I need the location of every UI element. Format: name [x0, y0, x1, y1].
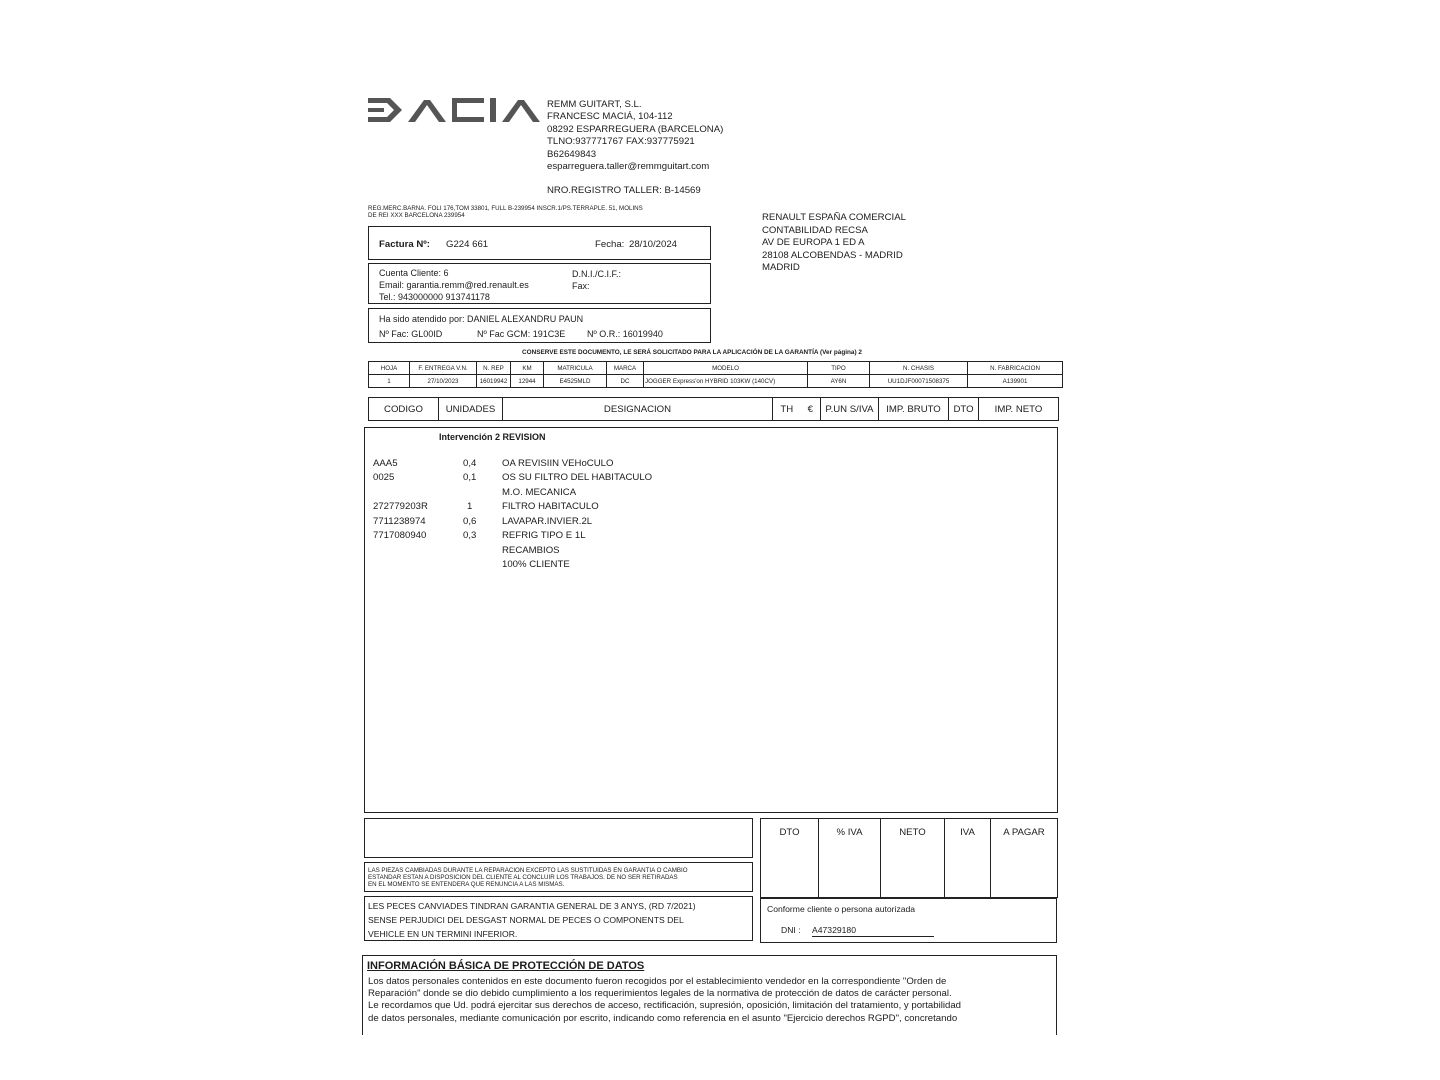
numero-or: Nº O.R.: 16019940: [587, 329, 663, 339]
vehicle-header-cell: N. FABRICACION: [968, 362, 1063, 375]
column-precio-unitario: P.UN S/IVA: [821, 398, 879, 421]
item-code: 7711238974: [373, 516, 426, 527]
vehicle-header-cell: N. REP: [477, 362, 511, 375]
vehicle-value-cell: JOGGER Express'on HYBRID 103KW (140CV): [644, 375, 808, 388]
vehicle-value-cell: 16019942: [477, 375, 511, 388]
column-codigo: CODIGO: [369, 398, 439, 421]
dacia-logo: [368, 96, 540, 124]
vehicle-header-cell: F. ENTREGA V.N.: [410, 362, 477, 375]
vehicle-header-cell: MARCA: [607, 362, 644, 375]
warranty-line: VEHICLE EN UN TERMINI INFERIOR.: [368, 929, 518, 939]
total-neto: NETO: [881, 819, 945, 898]
vehicle-value-cell: DC: [607, 375, 644, 388]
item-desc: OA REVISIIN VEHoCULO: [502, 458, 614, 469]
items-body: [364, 427, 1058, 813]
privacy-line: de datos personales, mediante comunicación por escrito, indicando como referencia en el asunto "Ejercicio derechos RGPD", concretando: [368, 1012, 958, 1024]
item-code: 272779203R: [373, 501, 428, 512]
intervention-title: Intervención 2 REVISION: [439, 432, 546, 442]
vehicle-header-cell: TIPO: [808, 362, 870, 375]
dni-cif: D.N.I./C.I.F.:: [572, 269, 622, 279]
client-email: Email: garantia.remm@red.renault.es: [379, 280, 529, 290]
company-street: FRANCESC MACIÁ, 104-112: [547, 111, 673, 123]
vehicle-header-row: [369, 362, 1063, 375]
column-unidades: UNIDADES: [439, 398, 503, 421]
item-desc: FILTRO HABITACULO: [502, 501, 599, 512]
vehicle-header-cell: HOJA: [369, 362, 410, 375]
factura-label: Factura Nº:: [379, 239, 430, 250]
vehicle-header-cell: KM: [511, 362, 544, 375]
attended-box: [368, 308, 711, 343]
disclaimer-line: ESTANDAR ESTAN A DISPOSICION DEL CLIENTE AL CONCLUIR LOS TRABAJOS. DE NO SER RETIRADAS: [368, 874, 678, 881]
nfac-gcm: Nº Fac GCM: 191C3E: [477, 329, 566, 339]
factura-number: G224 661: [446, 239, 489, 250]
total-iva: IVA: [945, 819, 991, 898]
disclaimer-box: [364, 862, 753, 892]
column-dto: DTO: [949, 398, 979, 421]
disclaimer-line: EN EL MOMENTO SE ENTENDERA QUE RENUNCIA A LAS MISMAS.: [368, 881, 565, 888]
signature-box: [760, 898, 1057, 943]
fecha-value: 28/10/2024: [629, 239, 678, 250]
column-th: TH: [773, 398, 801, 421]
item-qty: 0,6: [463, 516, 477, 527]
reg-merc-2: DE REI XXX BARCELONA 239954: [368, 212, 465, 219]
vehicle-value-cell: E4525MLD: [544, 375, 607, 388]
column-designacion: DESIGNACION: [503, 398, 773, 421]
totals-table: [760, 818, 1058, 898]
recipient-line: MADRID: [762, 262, 800, 274]
total-iva-pct: % IVA: [819, 819, 881, 898]
company-name: REMM GUITART, S.L.: [547, 99, 642, 110]
items-header: [368, 397, 1059, 421]
item-code: AAA5: [373, 458, 398, 469]
item-desc: LAVAPAR.INVIER.2L: [502, 516, 593, 527]
company-city: 08292 ESPARREGUERA (BARCELONA): [547, 123, 724, 135]
item-qty: 1: [467, 501, 473, 512]
column-euro: €: [801, 398, 821, 421]
vehicle-value-cell: 1: [369, 375, 410, 388]
vehicle-table: [368, 361, 1063, 388]
item-desc: OS SU FILTRO DEL HABITACULO: [502, 472, 653, 483]
fecha-label: Fecha:: [595, 239, 625, 250]
vehicle-value-row: [369, 375, 1063, 388]
privacy-line: Le recordamos que Ud. podrá ejercitar sus derechos de acceso, rectificación, supresión, oposición, limitación del tratamiento, y portabilidad: [368, 1000, 961, 1012]
vehicle-value-cell: UU1DJF00071508375: [870, 375, 968, 388]
column-importe-neto: IMP. NETO: [979, 398, 1059, 421]
item-desc: 100% CLIENTE: [502, 559, 570, 570]
signature-label: Conforme cliente o persona autorizada: [767, 904, 916, 914]
invoice-box: [368, 226, 711, 260]
privacy-line: Los datos personales contenidos en este documento fueron recogidos por el establecimiento vendedor en la correspondiente "Orden de: [368, 976, 947, 987]
warranty-line: LES PECES CANVIADES TINDRAN GARANTIA GENERAL DE 3 ANYS, (RD 7/2021): [368, 901, 696, 911]
notes-box: [364, 818, 753, 858]
vehicle-header-cell: MATRICULA: [544, 362, 607, 375]
vehicle-header-cell: N. CHASIS: [870, 362, 968, 375]
vehicle-header-cell: MODELO: [644, 362, 808, 375]
recipient-line: AV DE EUROPA 1 ED A: [762, 237, 865, 249]
nfac: Nº Fac: GL00ID: [379, 329, 443, 339]
company-email: esparreguera.taller@remmguitart.com: [547, 161, 710, 173]
item-desc: RECAMBIOS: [502, 545, 560, 556]
item-desc: REFRIG TIPO E 1L: [502, 530, 586, 541]
recipient-line: RENAULT ESPAÑA COMERCIAL: [762, 212, 906, 223]
warranty-box: [364, 896, 753, 941]
disclaimer-line: LAS PIEZAS CAMBIADAS DURANTE LA REPARACION EXCEPTO LAS SUSTITUIDAS EN GARANTIA O CAMBIO: [368, 867, 688, 874]
recipient-address: [762, 212, 906, 275]
vehicle-value-cell: A139901: [968, 375, 1063, 388]
item-code: 0025: [373, 472, 395, 483]
client-fax: Fax:: [572, 281, 590, 291]
item-qty: 0,4: [463, 458, 477, 469]
vehicle-value-cell: AY6N: [808, 375, 870, 388]
item-qty: 0,3: [463, 530, 477, 541]
total-dto: DTO: [761, 819, 819, 898]
total-a-pagar: A PAGAR: [991, 819, 1058, 898]
privacy-text: [368, 976, 1054, 1025]
conserve-notice: CONSERVE ESTE DOCUMENTO, LE SERÁ SOLICITADO PARA LA APLICACIÓN DE LA GARANTÍA (Ver página) 2: [522, 349, 862, 356]
recipient-line: CONTABILIDAD RECSA: [762, 224, 868, 236]
signature-dni-value: A47329180: [812, 926, 934, 937]
company-address: [547, 99, 723, 173]
registro-taller: NRO.REGISTRO TALLER: B-14569: [547, 185, 701, 196]
warranty-line: SENSE PERJUDICI DEL DESGAST NORMAL DE PECES O COMPONENTS DEL: [368, 915, 684, 925]
vehicle-value-cell: 27/10/2023: [410, 375, 477, 388]
client-tel: Tel.: 943000000 913741178: [379, 292, 490, 302]
vehicle-value-cell: 12944: [511, 375, 544, 388]
item-code: 7717080940: [373, 530, 427, 541]
item-qty: 0,1: [463, 472, 477, 483]
company-cif: B62649843: [547, 148, 597, 160]
reg-merc-1: REG.MERC.BARNA. FOLI 176,TOM 33801, FULL B-239954 INSCR.1/PS.TERRAPLE. 51, MOLINS: [368, 205, 643, 212]
cuenta-cliente: Cuenta Cliente: 6: [379, 268, 449, 278]
client-box: [368, 263, 711, 304]
privacy-title: INFORMACIÓN BÁSICA DE PROTECCIÓN DE DATOS: [367, 960, 645, 972]
atendido-por: Ha sido atendido por: DANIEL ALEXANDRU PAUN: [379, 314, 584, 324]
item-desc: M.O. MECANICA: [502, 487, 577, 498]
privacy-line: Reparación" donde se dio debido cumplimiento a los requerimientos legales de la normativa de protección de datos de carácter personal.: [368, 988, 952, 1000]
signature-dni-label: DNI :: [781, 925, 801, 935]
recipient-line: 28108 ALCOBENDAS - MADRID: [762, 249, 903, 261]
company-phone: TLNO:937771767 FAX:937775921: [547, 136, 695, 148]
column-importe-bruto: IMP. BRUTO: [879, 398, 949, 421]
